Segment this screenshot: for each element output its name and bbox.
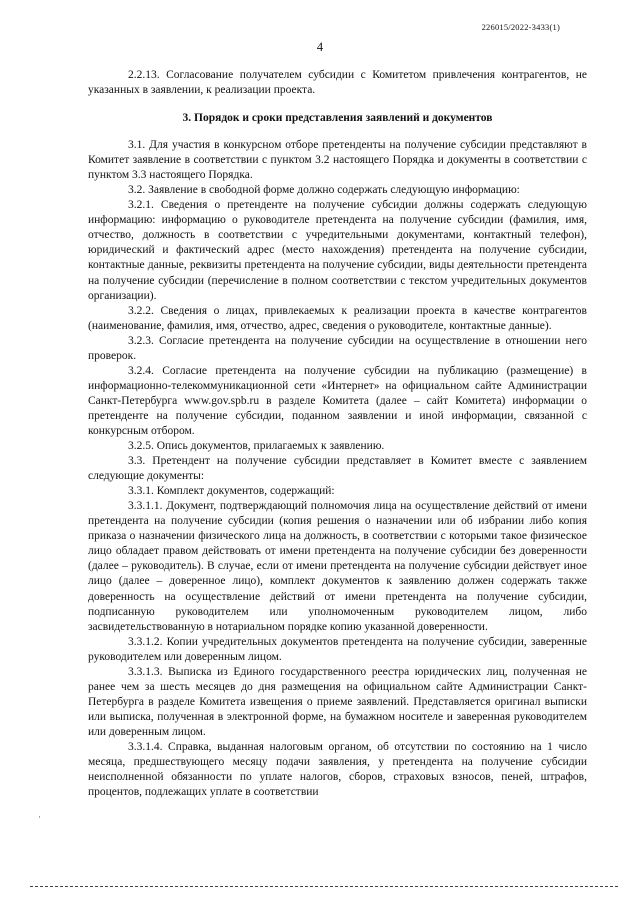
footer-divider bbox=[30, 886, 618, 887]
clause-3-3-1-3: 3.3.1.3. Выписка из Единого государственного реестра юридических лиц, полученная не ранее чем за шесть месяцев до дня размещения на официальном сайте Администрации Санкт-Петербурга в разделе Комитета извещения о приеме заявлений. Представляется оригинал выписки или выписка, полученная в электронной форме, на бумажном носителе и заверенная руководителем или доверенным лицом. bbox=[88, 665, 587, 738]
clause-3-3: 3.3. Претендент на получение субсидии представляет в Комитет вместе с заявлением следующие документы: bbox=[88, 455, 587, 483]
clause-3-2-1: 3.2.1. Сведения о претенденте на получение субсидии должны содержать следующую информацию: информацию о руководителе претендента на получение субсидии (фамилия, имя, отчество, должность в соответствии с учредительными документами, контактный телефон), юридический и фактический адрес (место нахождения) претендента на получение субсидии, контактные данные, реквизиты претендента на получение субсидии, виды деятельности претендента на получение субсидии (перечисление в полном соответствии с текстом учредительных документов организации). bbox=[88, 199, 587, 302]
clause-3-3-1: 3.3.1. Комплект документов, содержащий: bbox=[128, 485, 335, 498]
margin-mark: · bbox=[38, 812, 41, 822]
clause-3-3-1-2: 3.3.1.2. Копии учредительных документов претендента на получение субсидии, заверенные руководителем или доверенным лицом. bbox=[88, 635, 587, 663]
clause-3-3-1-4: 3.3.1.4. Справка, выданная налоговым органом, об отсутствии по состоянию на 1 число месяца, предшествующего месяцу подачи заявления, у претендента на получение субсидии неисполненной обязанности по уплате налогов, сборов, страховых взносов, пеней, штрафов, процентов, подлежащих уплате в соответствии bbox=[88, 740, 587, 799]
page-number: 4 bbox=[316, 40, 324, 54]
document-body bbox=[88, 68, 587, 800]
clause-2-2-13: 2.2.13. Согласование получателем субсидии с Комитетом привлечения контрагентов, не указанных в заявлении, к реализации проекта. bbox=[88, 69, 587, 97]
clause-3-2: 3.2. Заявление в свободной форме должно содержать следующую информацию: bbox=[128, 184, 520, 197]
clause-3-2-3: 3.2.3. Согласие претендента на получение субсидии на осуществление в отношении него проверок. bbox=[88, 334, 587, 362]
clause-3-1: 3.1. Для участия в конкурсном отборе претенденты на получение субсидии представляют в Комитет заявление в соответствии с пунктом 3.2 настоящего Порядка и документы в соответствии с пунктом 3.3 настоящего Порядка. bbox=[88, 139, 587, 182]
section-title: 3. Порядок и сроки представления заявлений и документов bbox=[182, 112, 493, 125]
clause-3-2-4: 3.2.4. Согласие претендента на получение субсидии на публикацию (размещение) в информационно-телекоммуникационной сети «Интернет» на официальном сайте Администрации Санкт-Петербурга www.gov.spb.ru в разделе Комитета (далее – сайт Комитета) информации о претенденте на получение субсидии, поданном заявлении и иной информации, связанной с конкурсным отбором. bbox=[88, 364, 587, 437]
document-id: 226015/2022-3433(1) bbox=[481, 22, 560, 32]
clause-3-3-1-1: 3.3.1.1. Документ, подтверждающий полномочия лица на осуществление действий от имени претендента на получение субсидии (копия решения о назначении или об избрании либо копия приказа о назначении физического лица на должность, в соответствии с которыми такое физическое лицо обладает правом действовать от имени претендента на получение субсидии без доверенности (далее – руководитель). В случае, если от имени претендента на получение субсидии действует иное лицо (далее – доверенное лицо), комплект документов к заявлению должен содержать также доверенность на осуществление действий от имени претендента на получение субсидии, подписанную руководителем или уполномоченным руководителем лицом, либо засвидетельствованную в нотариальном порядке копию указанной доверенности. bbox=[88, 500, 587, 633]
clause-3-2-2: 3.2.2. Сведения о лицах, привлекаемых к реализации проекта в качестве контрагентов (наименование, фамилия, имя, отчество, адрес, сведения о руководителе, контактные данные). bbox=[88, 304, 587, 332]
clause-3-2-5: 3.2.5. Опись документов, прилагаемых к заявлению. bbox=[128, 440, 385, 453]
